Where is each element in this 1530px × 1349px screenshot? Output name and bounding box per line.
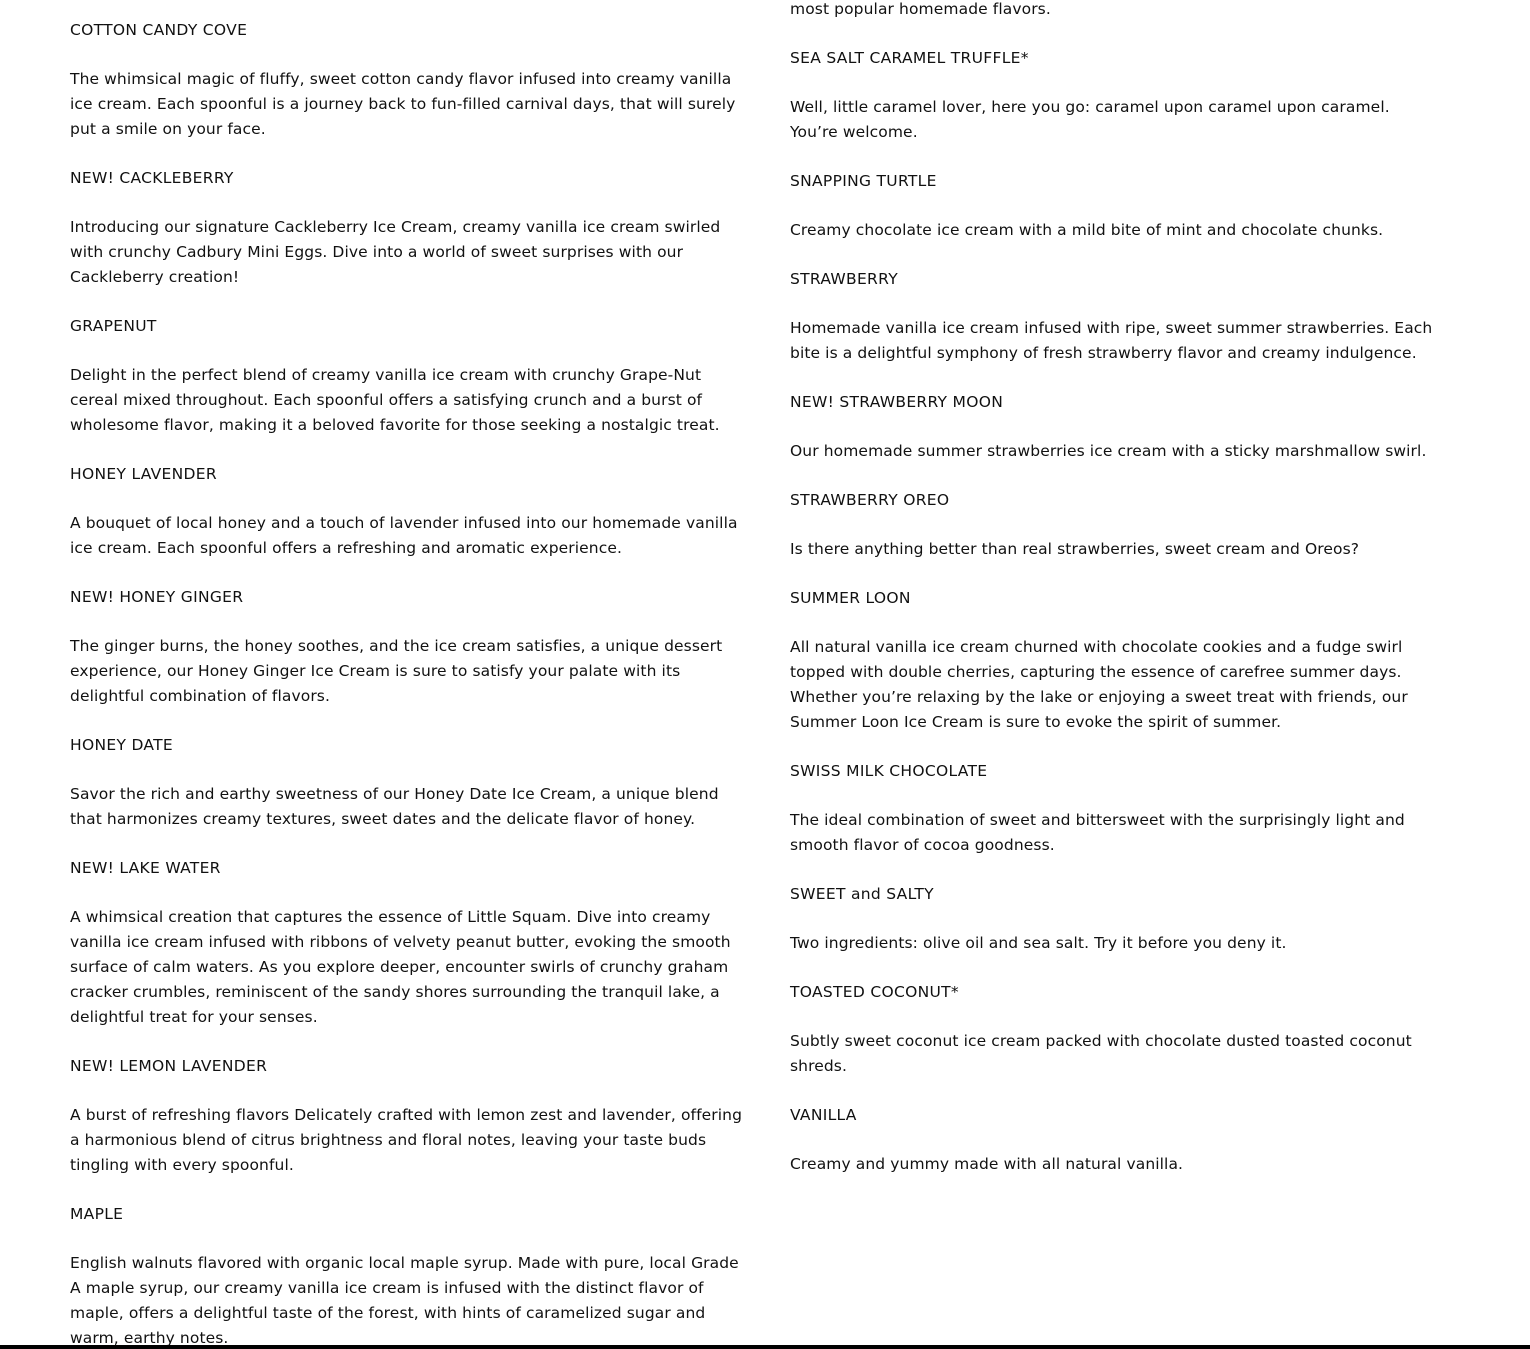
flavor-item [70, 462, 745, 561]
flavor-description: English walnuts flavored with organic local maple syrup. Made with pure, local Grade A maple syrup, our creamy vanilla ice cream is infused with the distinct flavor of maple, offers a delightful taste of the forest, with hints of caramelized sugar and warm, earthy notes. [70, 1254, 739, 1345]
flavor-name: SWISS MILK CHOCOLATE [790, 762, 988, 780]
flavor-description: The whimsical magic of fluffy, sweet cotton candy flavor infused into creamy vanilla ice cream. Each spoonful is a journey back to fun-filled carnival days, that will surely put a smile on your face. [70, 70, 736, 138]
flavor-item [790, 390, 1442, 464]
flavor-description: Introducing our signature Cackleberry Ice Cream, creamy vanilla ice cream swirled with crunchy Cadbury Mini Eggs. Dive into a world of sweet surprises with our Cackleberry creation! [70, 218, 721, 286]
flavor-description: Subtly sweet coconut ice cream packed with chocolate dusted toasted coconut shreds. [790, 1032, 1412, 1075]
flavor-name: NEW! HONEY GINGER [70, 588, 244, 606]
flavor-description: Two ingredients: olive oil and sea salt. Try it before you deny it. [790, 934, 1287, 952]
left-flavor-column [70, 18, 745, 1345]
flavor-name: MAPLE [70, 1205, 124, 1223]
flavor-item [70, 1054, 745, 1178]
flavor-description: Well, little caramel lover, here you go: caramel upon caramel upon caramel. You’re welcome. [790, 98, 1390, 141]
flavor-description: Delight in the perfect blend of creamy vanilla ice cream with crunchy Grape-Nut cereal mixed throughout. Each spoonful offers a satisfying crunch and a burst of wholesome flavor, making it a beloved favorite for those seeking a nostalgic treat. [70, 366, 720, 434]
flavor-description: Savor the rich and earthy sweetness of our Honey Date Ice Cream, a unique blend that harmonizes creamy textures, sweet dates and the delicate flavor of honey. [70, 785, 719, 828]
flavor-name: NEW! LEMON LAVENDER [70, 1057, 268, 1075]
flavor-name: TOASTED COCONUT* [790, 983, 959, 1001]
flavor-item [790, 488, 1442, 562]
flavor-item [70, 856, 745, 1030]
flavor-description: The ideal combination of sweet and bittersweet with the surprisingly light and smooth flavor of cocoa goodness. [790, 811, 1405, 854]
flavor-description: The ginger burns, the honey soothes, and the ice cream satisfies, a unique dessert experience, our Honey Ginger Ice Cream is sure to satisfy your palate with its delightful combination of flavors. [70, 637, 723, 705]
flavor-name: SUMMER LOON [790, 589, 911, 607]
flavor-description: A whimsical creation that captures the essence of Little Squam. Dive into creamy vanilla ice cream infused with ribbons of velvety peanut butter, evoking the smooth surface of calm waters. As you explore deeper, encounter swirls of crunchy graham cracker crumbles, reminiscent of the sandy shores surrounding the tranquil lake, a delightful treat for your senses. [70, 908, 731, 1026]
flavor-name: NEW! CACKLEBERRY [70, 169, 234, 187]
flavor-name: STRAWBERRY [790, 270, 898, 288]
flavor-name: VANILLA [790, 1106, 857, 1124]
flavor-description: A bouquet of local honey and a touch of lavender infused into our homemade vanilla ice cream. Each spoonful offers a refreshing and aromatic experience. [70, 514, 738, 557]
flavor-name: STRAWBERRY OREO [790, 491, 950, 509]
flavor-name: SWEET and SALTY [790, 885, 934, 903]
flavor-description: Is there anything better than real strawberries, sweet cream and Oreos? [790, 540, 1360, 558]
flavor-item [70, 166, 745, 290]
intro-text: most popular homemade flavors. [790, 0, 1051, 18]
right-flavor-column [790, 0, 1442, 1201]
flavor-name: HONEY LAVENDER [70, 465, 217, 483]
flavor-description: A burst of refreshing flavors Delicately crafted with lemon zest and lavender, offering a harmonious blend of citrus brightness and floral notes, leaving your taste buds tingling with every spoonful. [70, 1106, 743, 1174]
flavor-item [790, 169, 1442, 243]
bottom-edge-divider [0, 1345, 1530, 1349]
flavor-item [790, 980, 1442, 1079]
flavor-item [790, 759, 1442, 858]
flavor-item [70, 18, 745, 142]
flavor-name: COTTON CANDY COVE [70, 21, 248, 39]
flavor-item [790, 1103, 1442, 1177]
flavor-item [70, 733, 745, 832]
flavor-item [790, 882, 1442, 956]
flavor-name: SEA SALT CARAMEL TRUFFLE* [790, 49, 1029, 67]
flavor-name: NEW! LAKE WATER [70, 859, 221, 877]
flavor-description: Creamy and yummy made with all natural vanilla. [790, 1155, 1184, 1173]
flavor-description: Homemade vanilla ice cream infused with ripe, sweet summer strawberries. Each bite is a delightful symphony of fresh strawberry flavor and creamy indulgence. [790, 319, 1433, 362]
flavor-item [790, 267, 1442, 366]
flavor-name: SNAPPING TURTLE [790, 172, 937, 190]
flavor-name: NEW! STRAWBERRY MOON [790, 393, 1004, 411]
flavor-name: GRAPENUT [70, 317, 157, 335]
flavor-description: Our homemade summer strawberries ice cream with a sticky marshmallow swirl. [790, 442, 1427, 460]
flavor-description: All natural vanilla ice cream churned with chocolate cookies and a fudge swirl topped with double cherries, capturing the essence of carefree summer days. Whether you’re relaxing by the lake or enjoying a sweet treat with friends, our Summer Loon Ice Cream is sure to evoke the spirit of summer. [790, 638, 1408, 731]
flavor-item [790, 586, 1442, 735]
flavor-description: Creamy chocolate ice cream with a mild bite of mint and chocolate chunks. [790, 221, 1384, 239]
flavor-name: HONEY DATE [70, 736, 173, 754]
flavor-item [70, 314, 745, 438]
flavor-item [70, 1202, 745, 1345]
flavor-item [790, 46, 1442, 145]
flavor-item [70, 585, 745, 709]
